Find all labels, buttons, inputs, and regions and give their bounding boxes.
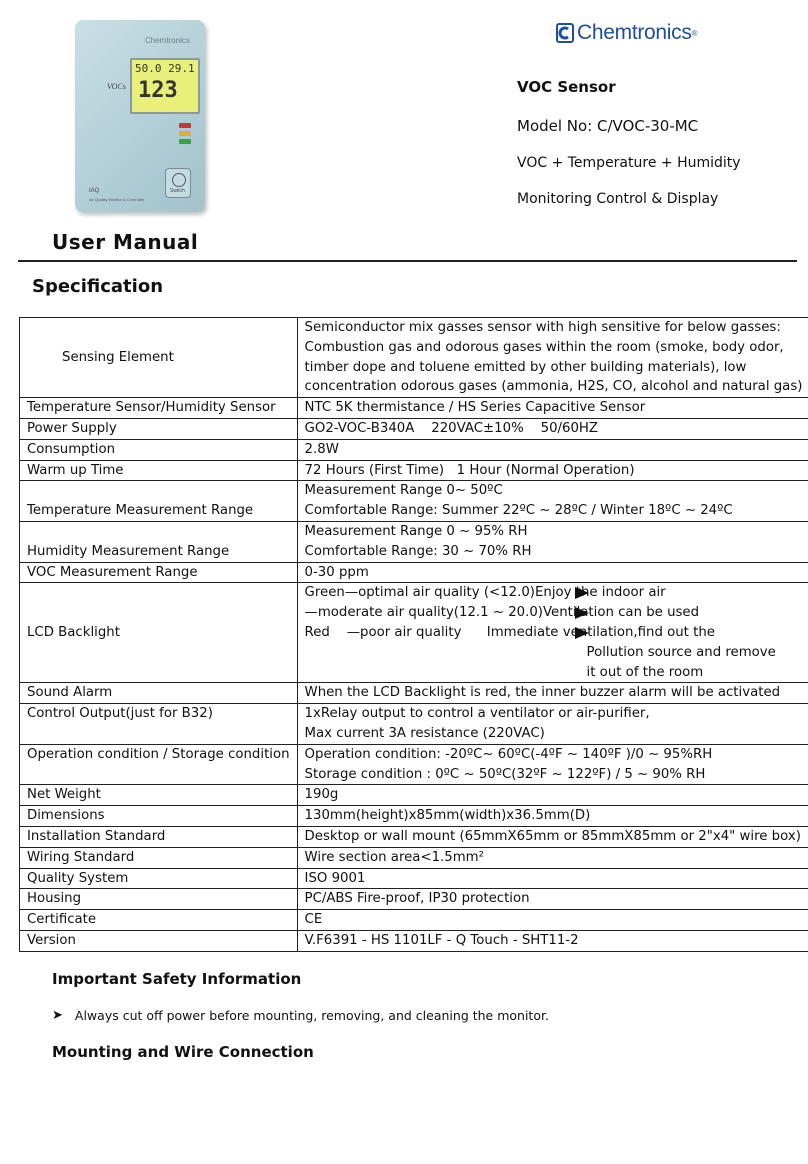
spec-label: LCD Backlight: [20, 583, 298, 683]
spec-value-line: Storage condition : 0ºC ~ 50ºC(32ºF ~ 122ºF) / 5 ~ 90% RH: [304, 766, 706, 782]
table-row: [20, 806, 808, 827]
spec-value-line: it out of the room: [586, 664, 704, 680]
red-led: [179, 123, 191, 128]
spec-value: CE: [297, 910, 808, 931]
spec-label: Temperature Sensor/Humidity Sensor: [20, 398, 298, 419]
device-lcd: [130, 58, 200, 114]
product-title: VOC Sensor: [517, 78, 616, 96]
yellow-led: [179, 131, 191, 136]
spec-label: Temperature Measurement Range: [20, 481, 298, 522]
arrow-right-icon: [575, 627, 589, 639]
table-row: [20, 562, 808, 583]
spec-value: 2.8W: [297, 439, 808, 460]
specification-heading: Specification: [32, 276, 164, 297]
spec-label: Installation Standard: [20, 826, 298, 847]
device-footer-sub: Air Quality Monitor & Controller: [89, 197, 145, 202]
table-row: [20, 439, 808, 460]
table-row: [20, 683, 808, 704]
spec-value: 190g: [297, 785, 808, 806]
spec-value: [297, 460, 808, 481]
spec-value-line: 1xRelay output to control a ventilator or air-purifier,: [304, 706, 650, 722]
spec-label: Quality System: [20, 868, 298, 889]
specification-table: [19, 317, 808, 952]
spec-value-line: Measurement Range 0 ~ 95% RH: [304, 523, 528, 539]
brand-logo: [556, 20, 697, 46]
device-model-label: VOCs: [107, 82, 126, 91]
product-model: Model No: C/VOC-30-MC: [517, 117, 699, 135]
spec-value-line: Semiconductor mix gasses sensor with high sensitive for below gasses:: [304, 320, 781, 335]
spec-label: Housing: [20, 889, 298, 910]
spec-value-line: concentration odorous gases (ammonia, H2S, CO, alcohol and natural gas): [304, 379, 803, 395]
lcd-line-2: 123: [138, 78, 178, 103]
spec-value: [297, 318, 808, 398]
backlight-yellow-line: [305, 603, 803, 623]
spec-value: 130mm(height)x85mm(width)x36.5mm(D): [297, 806, 808, 827]
device-leds: [179, 123, 191, 147]
power-icon: [172, 173, 186, 187]
table-row: [20, 868, 808, 889]
spec-value-line: Comfortable Range: 30 ~ 70% RH: [304, 543, 532, 559]
device-switch-label: Switch: [170, 188, 185, 194]
product-monitoring: Monitoring Control & Display: [517, 191, 719, 207]
spec-value: [297, 744, 808, 785]
spec-label: Humidity Measurement Range: [20, 521, 298, 562]
spec-value-line: Max current 3A resistance (220VAC): [304, 725, 545, 741]
product-functions: VOC + Temperature + Humidity: [517, 155, 741, 171]
spec-value-line: timber dope and toluene emitted by other building materials), low: [304, 359, 747, 375]
spec-value: [297, 481, 808, 522]
arrow-right-icon: [575, 607, 589, 619]
spec-value: Wire section area<1.5mm²: [297, 847, 808, 868]
header-divider: [18, 260, 797, 262]
spec-label: Consumption: [20, 439, 298, 460]
table-row: [20, 889, 808, 910]
spec-value: NTC 5K thermistance / HS Series Capacitive Sensor: [297, 398, 808, 419]
spec-value-text: GO2-VOC-B340A 220VAC±10% 50/60HZ: [304, 420, 599, 436]
device-brand: Chemtronics: [145, 36, 190, 45]
spec-value: [297, 521, 808, 562]
arrow-bullet-icon: ➤: [52, 1008, 63, 1023]
spec-value-text: 72 Hours (First Time) 1 Hour (Normal Operation): [304, 462, 635, 478]
device-photo: [75, 20, 205, 212]
spec-label: Sensing Element: [20, 318, 298, 398]
spec-value-line: Measurement Range 0~ 50ºC: [304, 483, 503, 499]
spec-label: Control Output(just for B32): [20, 704, 298, 745]
table-row: [20, 785, 808, 806]
spec-label: VOC Measurement Range: [20, 562, 298, 583]
table-row: [20, 744, 808, 785]
spec-label: Sound Alarm: [20, 683, 298, 704]
table-row: [20, 910, 808, 931]
table-row: [20, 398, 808, 419]
spec-value: When the LCD Backlight is red, the inner buzzer alarm will be activated: [297, 683, 808, 704]
spec-value: V.F6391 - HS 1101LF - Q Touch - SHT11-2: [297, 930, 808, 951]
spec-label: Operation condition / Storage condition: [20, 744, 298, 785]
arrow-right-icon: [575, 587, 589, 599]
spec-value-line: Pollution source and remove: [586, 644, 776, 660]
spec-value-line: Comfortable Range: Summer 22ºC ~ 28ºC / Winter 18ºC ~ 24ºC: [304, 503, 733, 519]
spec-value-line: Combustion gas and odorous gases within the room (smoke, body odor,: [304, 339, 784, 355]
manual-title: User Manual: [52, 230, 199, 254]
safety-bullet: [52, 1008, 549, 1023]
spec-label: Certificate: [20, 910, 298, 931]
table-row: [20, 318, 808, 398]
table-row: [20, 826, 808, 847]
table-row: [20, 418, 808, 439]
spec-value-text: Green—optimal air quality (<12.0)Enjoy the indoor air: [304, 585, 666, 601]
spec-label: Dimensions: [20, 806, 298, 827]
spec-value: ISO 9001: [297, 868, 808, 889]
spec-label: Power Supply: [20, 418, 298, 439]
spec-label: Version: [20, 930, 298, 951]
spec-value-text: —moderate air quality(12.1 ~ 20.0)Ventilation can be used: [304, 605, 700, 621]
safety-bullet-text: Always cut off power before mounting, removing, and cleaning the monitor.: [74, 1008, 549, 1023]
spec-label: Warm up Time: [20, 460, 298, 481]
spec-label: Wiring Standard: [20, 847, 298, 868]
table-row: [20, 704, 808, 745]
table-row: [20, 583, 808, 683]
chemtronics-logo-icon: [556, 23, 574, 43]
lcd-line-1: 50.0 29.1: [135, 62, 195, 75]
table-row: [20, 481, 808, 522]
spec-value: PC/ABS Fire-proof, IP30 protection: [297, 889, 808, 910]
table-row: [20, 521, 808, 562]
table-row: [20, 847, 808, 868]
spec-value-text: Red —poor air quality Immediate ventilation,find out the: [304, 624, 715, 640]
table-row: [20, 930, 808, 951]
registered-mark: ®: [691, 28, 698, 38]
spec-value: Desktop or wall mount (65mmX65mm or 85mmX85mm or 2"x4" wire box): [297, 826, 808, 847]
safety-heading: Important Safety Information: [52, 970, 302, 988]
device-switch: [165, 168, 191, 198]
device-footer-label: IAQ: [89, 188, 100, 194]
mounting-heading: Mounting and Wire Connection: [52, 1043, 314, 1061]
spec-value: [297, 583, 808, 683]
brand-name: Chemtronics: [577, 21, 692, 44]
spec-label: Net Weight: [20, 785, 298, 806]
table-row: [20, 460, 808, 481]
backlight-green-line: [305, 583, 803, 603]
spec-value: [297, 418, 808, 439]
green-led: [179, 139, 191, 144]
spec-value: 0-30 ppm: [297, 562, 808, 583]
spec-value-line: Operation condition: -20ºC~ 60ºC(-4ºF ~ 140ºF )/0 ~ 95%RH: [304, 746, 713, 762]
backlight-red-line: [305, 623, 803, 643]
spec-value: [297, 704, 808, 745]
